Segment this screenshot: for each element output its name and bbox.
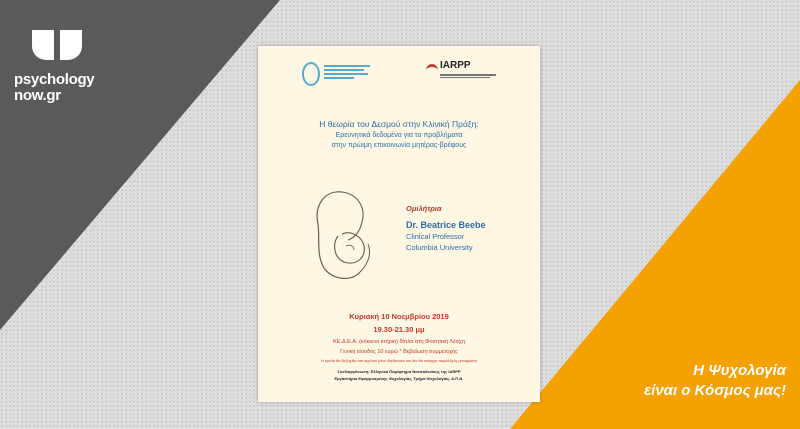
organizer-line1: Συνδιοργάνωση: Ελληνικό Παράρτημα Θεσσαλονίκης της IARPP xyxy=(337,369,461,374)
poster-subtitle-line1: Ερευνητικά δεδομένα για τα προβλήματα xyxy=(335,132,463,139)
event-note: Η ομιλία θα διεξαχθεί στα αγγλικά μόνο διαδικτύου και δεν θα υπάρχει παράλληλη μετάφραση xyxy=(321,359,477,363)
event-date: Κυριακή 10 Νοεμβρίου 2019 xyxy=(349,312,449,321)
slogan-line2: είναι ο Κόσμος μας! xyxy=(643,382,786,399)
slogan xyxy=(644,361,786,401)
speaker-role: Clinical Professor xyxy=(406,232,465,241)
event-poster xyxy=(258,46,540,402)
event-entry: Γενική είσοδος 10 ευρώ * Βεβαίωση συμμετοχής xyxy=(340,349,458,355)
speaker-block xyxy=(406,203,486,253)
iarpp-swoosh-icon xyxy=(426,64,438,77)
event-venue: ΚΕ.Δ.Ε.Α. (κόκκινο κτήριο) δίπλα στη Φοιτητική Λέσχη xyxy=(333,339,465,345)
event-time: 19.30-21.30 μμ xyxy=(373,325,425,334)
mother-baby-drawing-icon xyxy=(302,184,392,284)
slogan-line1: Η Ψυχολογία xyxy=(693,362,786,379)
iarpp-name: IARPP xyxy=(440,60,471,71)
logo-text-line2: now.gr xyxy=(14,87,61,104)
speaker-name: Dr. Beatrice Beebe xyxy=(406,220,486,230)
lab-logo-icon xyxy=(302,62,320,86)
logo-text-line1: psychology xyxy=(14,71,95,88)
psychologynow-logo[interactable] xyxy=(14,30,124,104)
poster-title: Η θεωρία του Δεσμού στην Κλινική Πράξη: xyxy=(319,119,479,129)
sponsor-lab-logo xyxy=(302,60,376,90)
sponsor-iarpp-logo xyxy=(426,58,500,84)
speaker-university: Columbia University xyxy=(406,243,473,252)
organizer-line2: Εργαστήριο Εφαρμοσμένης Ψυχολογίας, Τμήμα Ψυχολογίας, Α.Π.Θ. xyxy=(334,376,464,381)
poster-subtitle-line2: στην πρώιμη επικοινωνία μητέρας-βρέφους xyxy=(331,142,467,149)
logo-mark-icon xyxy=(32,30,124,60)
speaker-label: Ομιλήτρια xyxy=(406,204,442,213)
